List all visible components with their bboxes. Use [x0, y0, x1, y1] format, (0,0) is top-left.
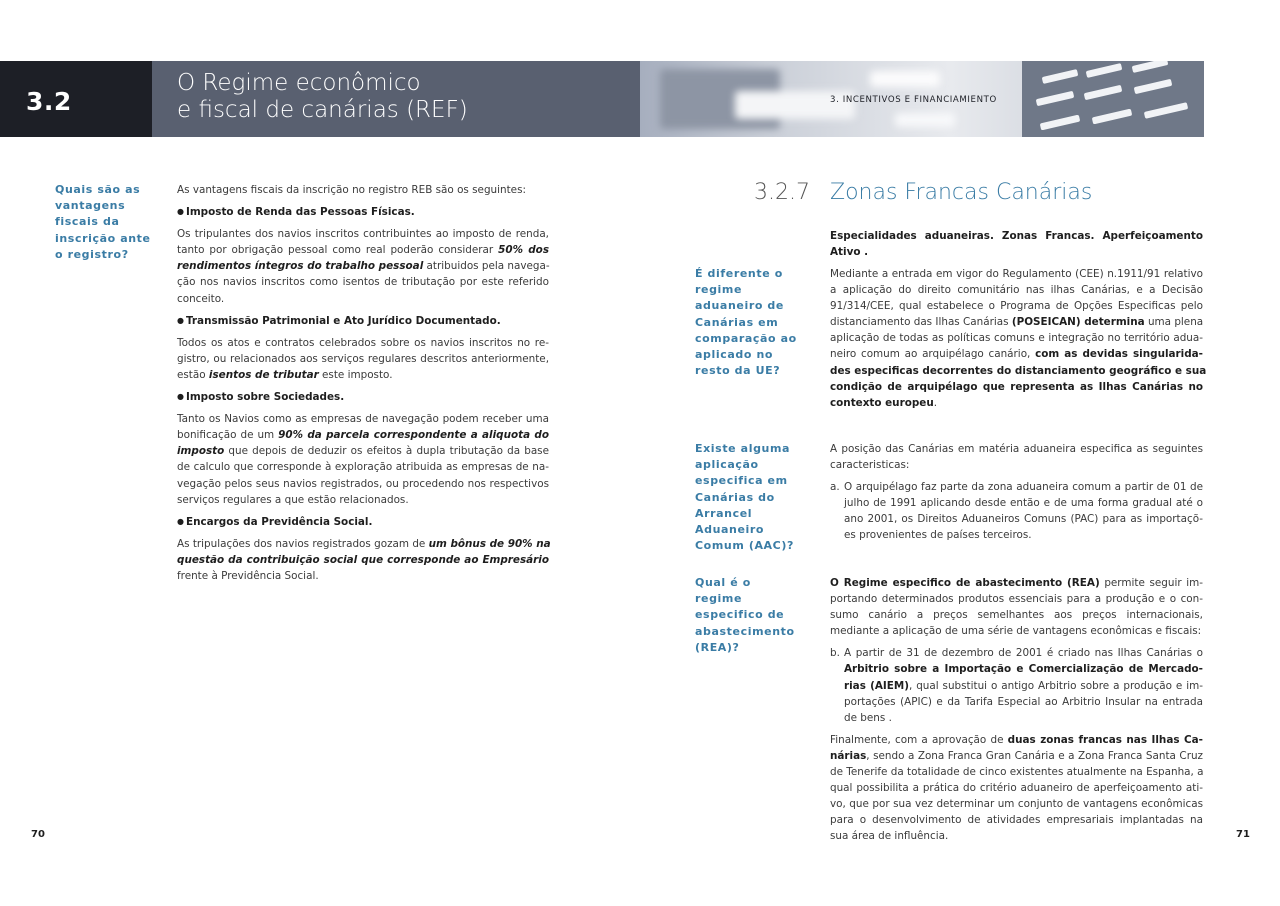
sidenote-line: aplicação [695, 458, 759, 472]
text-line: caracteristicas: [830, 459, 910, 472]
paragraph [177, 226, 549, 306]
lead-line: Ativo . [830, 246, 869, 259]
text-line: este imposto. [318, 368, 393, 381]
text-line: qual possibilita a prática do critério aduaneiro de aperfeiçoamento ati- [830, 782, 1203, 795]
sidenote-line: inscrição ante [55, 231, 151, 245]
text-line: Todos os atos e contratos celebrados sobre os navios inscritos no re- [177, 336, 549, 349]
bold-text: des especificas decorrentes do distanciamento geográfico e sua [830, 364, 1207, 377]
sidenote-line: vantagens [55, 199, 126, 213]
text-line: As tripulações dos navios registrados gozam de [177, 537, 429, 550]
bullet-heading: ● Imposto de Renda das Pessoas Físicas. [177, 206, 415, 219]
text-line: conceito. [177, 292, 225, 305]
text-line: A partir de 31 de dezembro de 2001 é criado nas Ilhas Canárias o [844, 647, 1203, 660]
text-line: ção nos navios inscritos como isentos de tributação por este referido [177, 276, 549, 289]
sidenote-line: Qual é o [695, 576, 751, 589]
emphasis: imposto [177, 445, 225, 458]
left-sidenote-question [55, 182, 151, 263]
bold-text: rias (AIEM) [844, 679, 909, 692]
sidenote-line: fiscais da [55, 215, 120, 229]
page-number-right: 71 [1236, 829, 1250, 840]
sidenote-line: Existe alguma [695, 442, 791, 455]
sidenote-line: regime [695, 283, 743, 297]
subsection-number: 3.2.7 [754, 180, 810, 205]
emphasis: 90% da parcela correspondente a aliquota do [278, 429, 550, 442]
list-item-b [830, 645, 1203, 725]
text-line: frente à Previdência Social. [177, 569, 319, 582]
paragraph-poseican: Mediante a entrada em vigor do Regulamento (CEE) n.1911/91 relativo a aplicação do direito comunitário nas ilhas Canárias, e a Decisão 91/314/CEE, qual estabelece o Programa de Opções Especificas pelo distanciamento das Ilhas Canárias (POSEICAN) determina uma plena aplicação de todas as políticas comuns e integração no território adua- neiro comum ao arquipélago canário, com as devidas singularida- des especificas decorrentes do distanciamento geográfico e sua condição de arquipélago que representa as Ilhas Canárias no contexto europeu. [830, 268, 1207, 409]
text-line: , qual substitui o antigo Arbitrio sobre a produção e im- [908, 679, 1203, 692]
text-line: 91/314/CEE, qual estabelece o Programa de Opções Especificas pelo [830, 300, 1203, 313]
sidenote-line: Arrancel [695, 506, 753, 520]
intro-text: As vantagens fiscais da inscrição no registro REB são os seguintes: [177, 184, 526, 196]
left-body-text [177, 182, 549, 590]
section-number: 3.2 [0, 61, 152, 137]
text-line: vegação pelos seus navios registrados, ou procedendo nos respectivos [177, 477, 549, 490]
sidenote-line: o registro? [55, 247, 129, 261]
bold-text: O Regime especifico de abastecimento (REA) [830, 577, 1100, 589]
chapter-label: 3. INCENTIVOS E FINANCIAMIENTO [830, 95, 997, 105]
subsection-title: Zonas Francas Canárias [830, 180, 1093, 205]
text-line: gistro, ou relacionados aos serviços regulares descritos anteriormente, [177, 352, 549, 365]
lead-paragraph [830, 228, 1203, 266]
bullet-heading: ● Encargos da Previdência Social. [177, 515, 373, 528]
text-line: estão [177, 368, 209, 381]
sidenote-line: resto da UE? [695, 364, 781, 378]
bold-text: duas zonas francas nas Ilhas Ca- [1007, 733, 1203, 746]
bullet-heading: ● Imposto sobre Sociedades. [177, 391, 345, 404]
text-line: atribuidos pela navega- [423, 260, 550, 273]
sidenote-line: Comum (AAC)? [695, 539, 794, 553]
sidenote-question-1 [695, 266, 797, 379]
text-line: de Tenerife da totalidade de cinco existentes atualmente na Espanha, a [830, 766, 1204, 779]
list-marker: b. [830, 647, 840, 660]
sidenote-line: aplicado no [695, 348, 774, 362]
bold-text: Arbitrio sobre a Importação e Comercialização de Mercado- [844, 663, 1203, 676]
text-line: serviços regulares a que estão relacionados. [177, 493, 409, 506]
text-line: O arquipélago faz parte da zona aduaneira comum a partir de 01 de [844, 481, 1203, 494]
sidenote-line: regime [695, 592, 743, 606]
section-title [152, 61, 640, 137]
sidenote-line: especifica em [695, 474, 788, 488]
bold-text: contexto europeu [830, 396, 934, 409]
sidenote-line: comparação ao [695, 331, 797, 345]
text-line: ano 2001, os Direitos Aduaneiros Comuns (PAC) para as importaçõ- [844, 513, 1203, 526]
header-band [0, 61, 1204, 137]
list-item-a [830, 479, 1203, 543]
sidenote-line: Canárias em [695, 315, 779, 329]
emphasis: isentos de tributar [208, 368, 319, 381]
sidenote-line: É diferente o [695, 267, 783, 280]
sidenote-line: especifico de [695, 608, 785, 622]
bold-text: (POSEICAN) determina [1011, 316, 1145, 329]
text-line: de bens . [844, 711, 892, 724]
text-line: mediante a aplicação de uma série de vantagens econômicas e fiscais: [830, 625, 1202, 638]
paragraph-rea [830, 575, 1203, 851]
text-line: portando determinados produtos essenciais para a produção e o con- [830, 593, 1203, 606]
emphasis: 50% dos [498, 244, 550, 257]
bullet-heading-text: Transmissão Patrimonial e Ato Jurídico Documentado [185, 314, 497, 327]
text-line: de calculo que corresponde à exploração atribuida as empresas de na- [177, 461, 549, 474]
list-marker: a. [830, 481, 840, 494]
text-line: es provenientes de países terceiros. [844, 529, 1032, 542]
sidenote-line: (REA)? [695, 640, 740, 654]
bullet-heading: ● Transmissão Patrimonial e Ato Jurídico Documentado. [177, 314, 501, 327]
text-line: para o desenvolvimento de atividades empresariais implantadas na [830, 814, 1203, 827]
bold-text: com as devidas singularida- [1035, 348, 1203, 361]
page-number-left: 70 [31, 829, 45, 840]
text-line: neiro comum ao arquipélago canário, [830, 348, 1036, 361]
section-title-line-2: e fiscal de canárias (REF) [177, 97, 468, 123]
text-line: distanciamento das Ilhas Canárias [830, 316, 1012, 329]
sidenote-line: Quais são as [55, 183, 141, 196]
text-line: portações (APIC) e da Tarifa Especial ao Arbitrio Insular na entrada [844, 695, 1203, 708]
sidenote-line: Aduaneiro [695, 523, 765, 537]
sidenote-line: Canárias do [695, 490, 775, 504]
text-line: Finalmente, com a aprovação de [830, 733, 1008, 746]
text-line: julho de 1991 aplicando desde então e de uma forma gradual até o [844, 497, 1203, 510]
text-line: sumo canário a preços semelhantes aos preços internacionais, [830, 609, 1203, 622]
text-line: Tanto os Navios como as empresas de navegação podem receber uma [177, 413, 549, 426]
text-line: , sendo a Zona Franca Gran Canária e a Zona Franca Santa Cruz [866, 749, 1203, 762]
paragraph [177, 411, 549, 508]
bullet-heading-text: Imposto sobre Sociedades [185, 391, 341, 404]
text-line: sua área de influência. [830, 830, 949, 843]
bold-text: condição de arquipélago que representa as Ilhas Canárias no [830, 380, 1203, 393]
text-line: aplicação de todas as políticas comuns e integração no território adua- [830, 332, 1203, 345]
emphasis: rendimentos íntegros do trabalho pessoal [177, 260, 424, 273]
text-line: bonificação de um [177, 429, 279, 442]
emphasis: questão da contribuição social que corresponde ao Empresário [177, 553, 549, 566]
text-line: uma plena [1144, 316, 1204, 329]
text-line: que depois de deduzir os efeitos à dupla tributação da base [224, 445, 549, 458]
paragraph [177, 335, 549, 383]
text-line: A posição das Canárias em matéria aduaneira especifica as seguintes [830, 443, 1203, 455]
paragraph-aac [830, 441, 1203, 544]
bullet-heading-text: Imposto de Renda das Pessoas Físicas [185, 206, 411, 219]
lead-line: Especialidades aduaneiras. Zonas Francas. Aperfeiçoamento [830, 230, 1203, 242]
sidenote-line: abastecimento [695, 624, 795, 638]
text-line: permite seguir im- [1099, 577, 1203, 589]
sidenote-question-3 [695, 575, 795, 656]
emphasis: um bônus de 90% na [428, 537, 551, 550]
bold-text: nárias [830, 749, 867, 762]
text-line: vo, que por sua vez determinar um conjunto de vantagens econômicas [830, 798, 1203, 811]
text-line: a aplicação do direito comunitário nas ilhas Canárias, e a Decisão [830, 284, 1203, 297]
sidenote-line: aduaneiro de [695, 299, 784, 313]
section-title-line-1: O Regime econômico [177, 70, 421, 96]
text-line: tanto por obrigação pessoal como real poderão considerar [177, 244, 499, 257]
text-line: Mediante a entrada em vigor do Regulamento (CEE) n.1911/91 relativo [830, 268, 1203, 280]
header-photo [640, 61, 1204, 137]
bullet-heading-text: Encargos da Previdência Social [185, 515, 369, 528]
paragraph [177, 536, 549, 584]
text-line: Os tripulantes dos navios inscritos contribuintes ao imposto de renda, [177, 228, 549, 241]
sidenote-question-2 [695, 441, 794, 554]
